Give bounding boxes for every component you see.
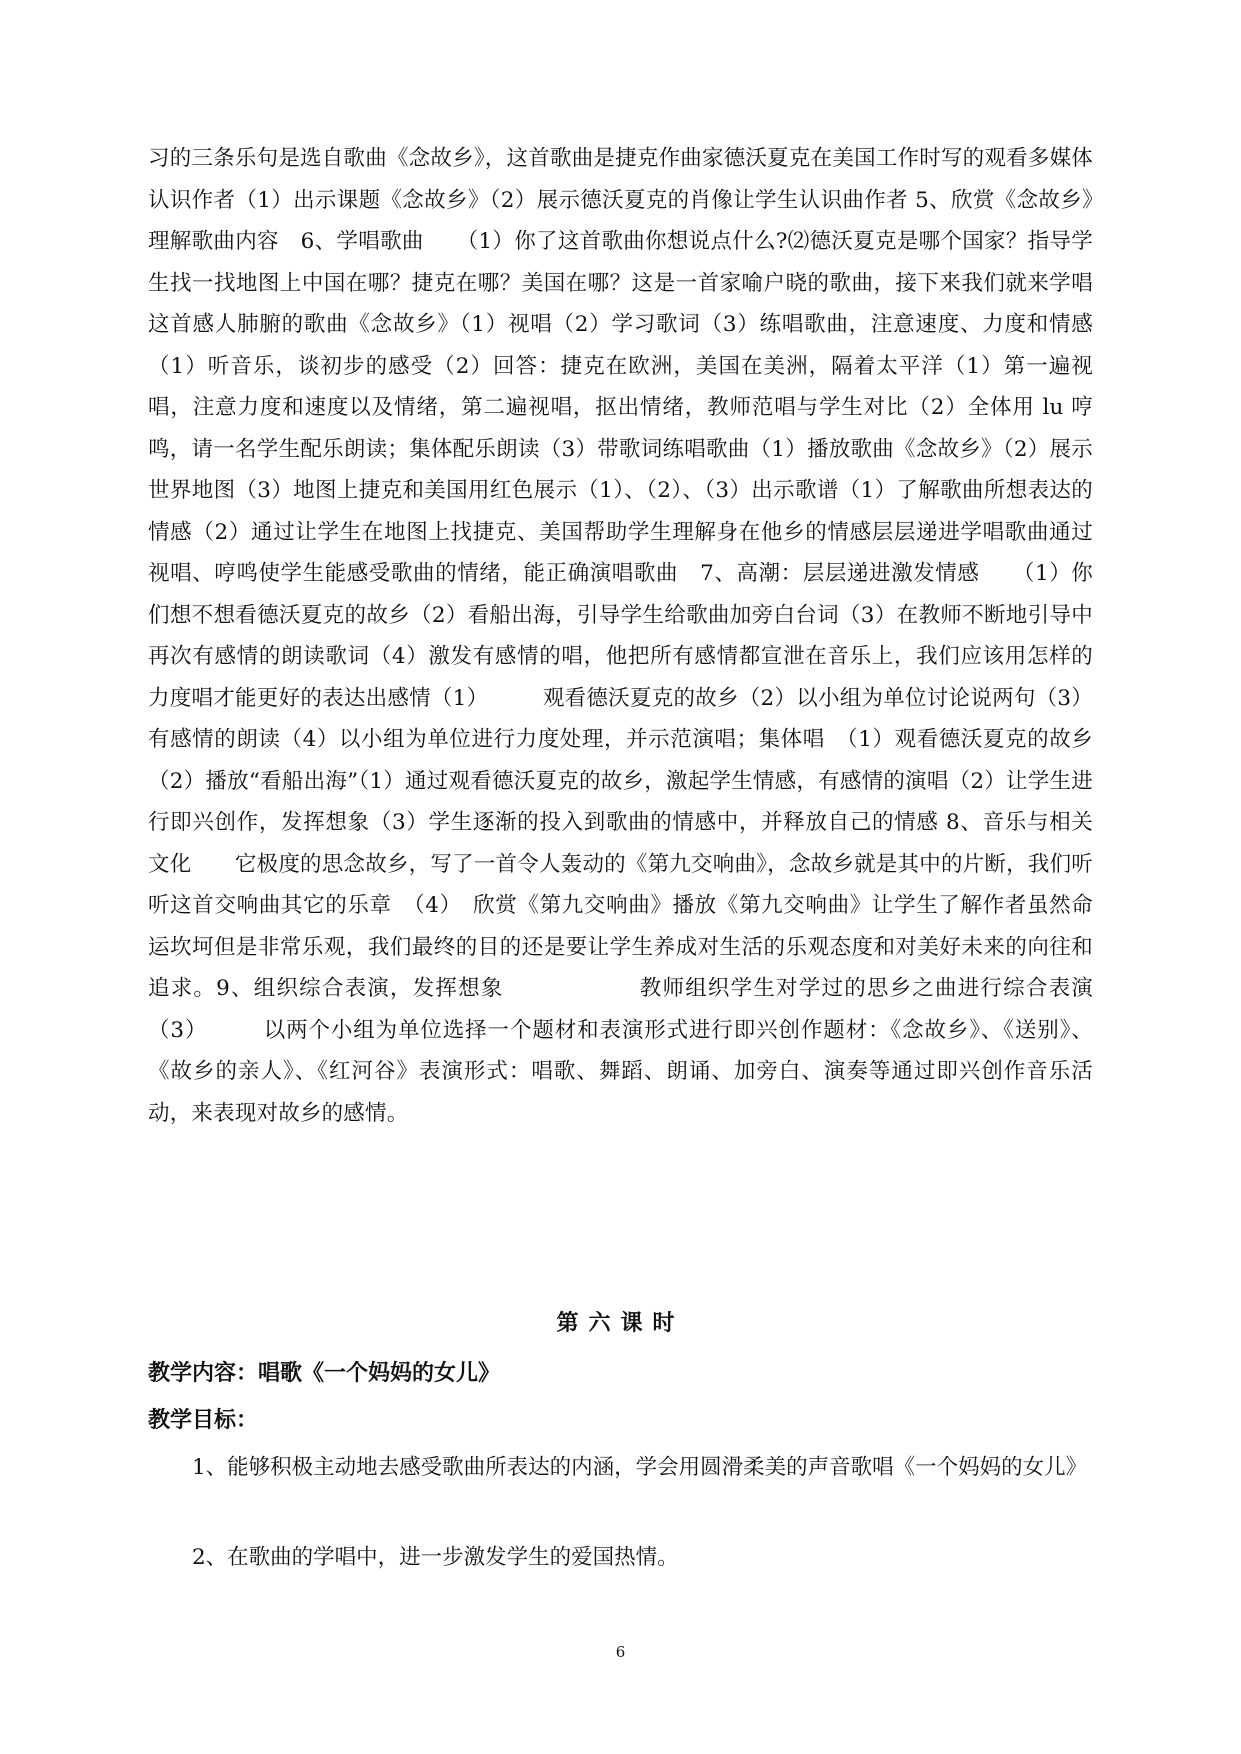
teaching-content-heading: 教学内容：唱歌《一个妈妈的女儿》 [148, 1360, 501, 1386]
body-paragraph: 习的三条乐句是选自歌曲《念故乡》，这首歌曲是捷克作曲家德沃夏克在美国工作时写的观看多媒体认识作者（1）出示课题《念故乡》（2）展示德沃夏克的肖像让学生认识曲作者 5、欣赏《念故乡》理解歌曲内容 6、学唱歌曲 （1）你了这首歌曲你想说点什么?⑵德沃夏克是哪个国家？指导学生找一找地图上中国在哪？捷克在哪？美国在哪？这是一首家喻户晓的歌曲，接下来我们就来学唱这首感人肺腑的歌曲《念故乡》（1）视唱（2）学习歌词（3）练唱歌曲，注意速度、力度和情感（1）听音乐，谈初步的感受（2）回答：捷克在欧洲，美国在美洲，隔着太平洋（1）第一遍视唱，注意力度和速度以及情绪，第二遍视唱，抠出情绪，教师范唱与学生对比（2）全体用 lu 哼鸣，请一名学生配乐朗读；集体配乐朗读（3）带歌词练唱歌曲（1）播放歌曲《念故乡》（2）展示世界地图（3）地图上捷克和美国用红色展示（1）、（2）、（3）出示歌谱（1）了解歌曲所想表达的情感（2）通过让学生在地图上找捷克、美国帮助学生理解身在他乡的情感层层递进学唱歌曲通过视唱、哼鸣使学生能感受歌曲的情绪，能正确演唱歌曲 7、高潮：层层递进激发情感 （1）你们想不想看德沃夏克的故乡（2）看船出海，引导学生给歌曲加旁白台词（3）在教师不断地引导中再次有感情的朗读歌词（4）激发有感情的唱，他把所有感情都宣泄在音乐上，我们应该用怎样的力度唱才能更好的表达出感情（1） 观看德沃夏克的故乡（2）以小组为单位讨论说两句（3）有感情的朗读（4）以小组为单位进行力度处理，并示范演唱；集体唱 （1）观看德沃夏克的故乡（2）播放“看船出海”（1）通过观看德沃夏克的故乡，激起学生情感，有感情的演唱（2）让学生进行即兴创作，发挥想象（3）学生逐渐的投入到歌曲的情感中，并释放自己的情感 8、音乐与相关文化 它极度的思念故乡，写了一首令人轰动的《第九交响曲》，念故乡就是其中的片断，我们听听这首交响曲其它的乐章 （4） 欣赏《第九交响曲》播放《第九交响曲》让学生了解作者虽然命运坎坷但是非常乐观，我们最终的目的还是要让学生养成对生活的乐观态度和对美好未来的向往和追求。9、组织综合表演，发挥想象 教师组织学生对学过的思乡之曲进行综合表演（3） 以两个小组为单位选择一个题材和表演形式进行即兴创作题材：《念故乡》、《送别》、《故乡的亲人》、《红河谷》表演形式：唱歌、舞蹈、朗诵、加旁白、演奏等通过即兴创作音乐活动，来表现对故乡的感情。 [148, 146, 1093, 1126]
goal-item-2: 2、在歌曲的学唱中，进一步激发学生的爱国热情。 [192, 1545, 679, 1570]
lesson-title: 第六课时 [556, 1310, 685, 1336]
teaching-goals-heading: 教学目标： [148, 1407, 259, 1433]
goal-item-1: 1、能够积极主动地去感受歌曲所表达的内涵，学会用圆滑柔美的声音歌唱《一个妈妈的女儿》 [192, 1455, 1088, 1480]
page-number: 6 [615, 1643, 626, 1661]
